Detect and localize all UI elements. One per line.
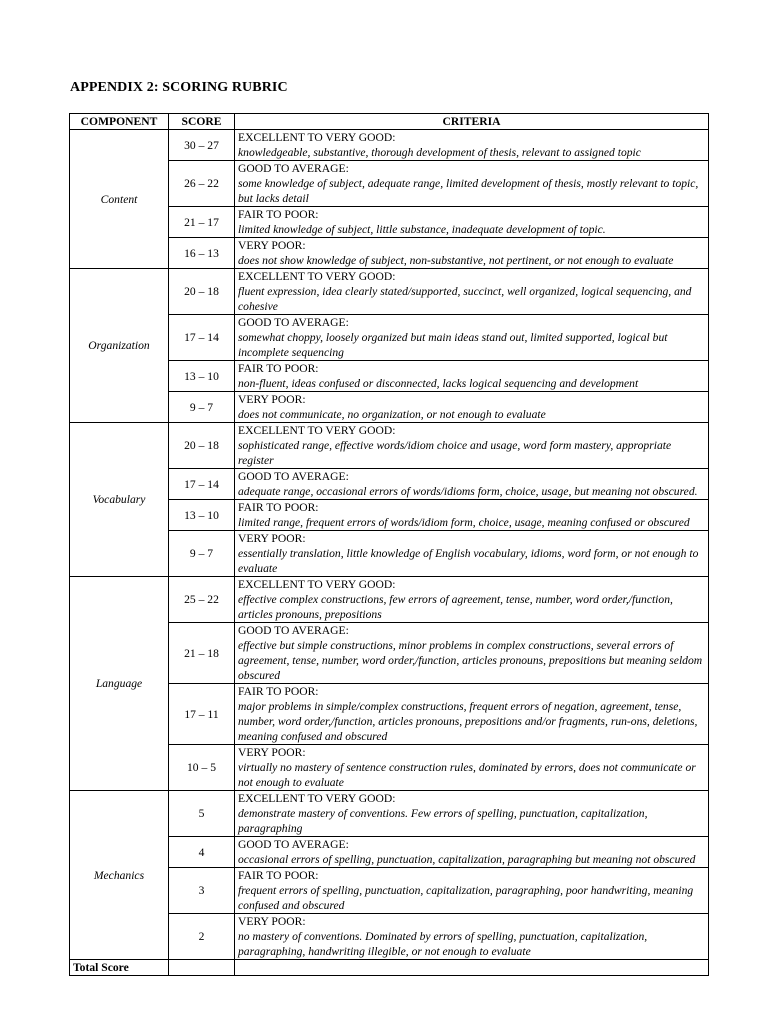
- score-range: 17 – 11: [169, 684, 235, 745]
- score-range: 9 – 7: [169, 531, 235, 577]
- criteria-level: EXCELLENT TO VERY GOOD:: [238, 424, 396, 437]
- criteria-level: FAIR TO POOR:: [238, 208, 319, 221]
- criteria-cell: [235, 392, 709, 423]
- criteria-level: EXCELLENT TO VERY GOOD:: [238, 792, 396, 805]
- criteria-cell: [235, 684, 709, 745]
- criteria-cell: [235, 161, 709, 207]
- criteria-cell: [235, 577, 709, 623]
- criteria-level: VERY POOR:: [238, 746, 306, 759]
- criteria-description: limited knowledge of subject, little substance, inadequate development of topic.: [238, 223, 606, 236]
- criteria-cell: [235, 868, 709, 914]
- criteria-description: knowledgeable, substantive, thorough development of thesis, relevant to assigned topic: [238, 146, 641, 159]
- scoring-rubric-table: [69, 113, 709, 976]
- criteria-cell: [235, 269, 709, 315]
- total-score-label: Total Score: [70, 960, 169, 976]
- criteria-level: VERY POOR:: [238, 915, 306, 928]
- criteria-cell: [235, 238, 709, 269]
- criteria-level: FAIR TO POOR:: [238, 685, 319, 698]
- score-range: 13 – 10: [169, 361, 235, 392]
- criteria-level: EXCELLENT TO VERY GOOD:: [238, 270, 396, 283]
- score-range: 30 – 27: [169, 130, 235, 161]
- score-range: 25 – 22: [169, 577, 235, 623]
- criteria-level: FAIR TO POOR:: [238, 501, 319, 514]
- criteria-cell: [235, 745, 709, 791]
- criteria-level: GOOD TO AVERAGE:: [238, 316, 349, 329]
- criteria-description: effective complex constructions, few errors of agreement, tense, number, word order,/function, articles pronouns, prepositions: [238, 593, 673, 621]
- criteria-description: some knowledge of subject, adequate range, limited development of thesis, mostly relevant to topic, but lacks detail: [238, 177, 699, 205]
- score-range: 9 – 7: [169, 392, 235, 423]
- score-range: 13 – 10: [169, 500, 235, 531]
- criteria-level: FAIR TO POOR:: [238, 869, 319, 882]
- criteria-level: FAIR TO POOR:: [238, 362, 319, 375]
- criteria-description: limited range, frequent errors of words/idiom form, choice, usage, meaning confused or obscured: [238, 516, 690, 529]
- column-header-score: SCORE: [169, 114, 235, 130]
- criteria-description: major problems in simple/complex constructions, frequent errors of negation, agreement, tense, number, word order,/function, articles pronouns, prepositions and/or fragments, run-ons, deletions, meaning confused and obscured: [238, 700, 698, 743]
- column-header-criteria: CRITERIA: [235, 114, 709, 130]
- criteria-description: occasional errors of spelling, punctuation, capitalization, paragraphing but meaning not obscured: [238, 853, 696, 866]
- table-row: [70, 269, 709, 315]
- criteria-cell: [235, 837, 709, 868]
- table-row: [70, 423, 709, 469]
- page-title: APPENDIX 2: SCORING RUBRIC: [70, 80, 288, 95]
- criteria-cell: [235, 791, 709, 837]
- score-range: 17 – 14: [169, 469, 235, 500]
- rubric-body: [70, 130, 709, 960]
- score-range: 16 – 13: [169, 238, 235, 269]
- criteria-description: frequent errors of spelling, punctuation, capitalization, paragraphing, poor handwriting, meaning confused and obscured: [238, 884, 694, 912]
- score-range: 20 – 18: [169, 269, 235, 315]
- criteria-cell: [235, 531, 709, 577]
- criteria-level: EXCELLENT TO VERY GOOD:: [238, 578, 396, 591]
- score-range: 2: [169, 914, 235, 960]
- criteria-cell: [235, 500, 709, 531]
- criteria-cell: [235, 423, 709, 469]
- total-score-row: [70, 960, 709, 976]
- header-row: [70, 114, 709, 130]
- score-range: 17 – 14: [169, 315, 235, 361]
- total-score-criteria: [235, 960, 709, 976]
- score-range: 3: [169, 868, 235, 914]
- criteria-description: sophisticated range, effective words/idiom choice and usage, word form mastery, appropriate register: [238, 439, 672, 467]
- score-range: 10 – 5: [169, 745, 235, 791]
- table-row: [70, 577, 709, 623]
- score-range: 4: [169, 837, 235, 868]
- criteria-level: VERY POOR:: [238, 532, 306, 545]
- criteria-cell: [235, 207, 709, 238]
- criteria-description: no mastery of conventions. Dominated by errors of spelling, punctuation, capitalization, paragraphing, handwriting illegible, or not enough to evaluate: [238, 930, 648, 958]
- criteria-description: does not show knowledge of subject, non-substantive, not pertinent, or not enough to evaluate: [238, 254, 674, 267]
- criteria-description: adequate range, occasional errors of words/idioms form, choice, usage, but meaning not obscured.: [238, 485, 698, 498]
- table-row: [70, 791, 709, 837]
- component-name: Content: [70, 130, 169, 269]
- criteria-level: VERY POOR:: [238, 239, 306, 252]
- criteria-description: somewhat choppy, loosely organized but main ideas stand out, limited supported, logical but incomplete sequencing: [238, 331, 668, 359]
- criteria-description: virtually no mastery of sentence construction rules, dominated by errors, does not communicate or not enough to evaluate: [238, 761, 696, 789]
- total-score-value: [169, 960, 235, 976]
- criteria-level: GOOD TO AVERAGE:: [238, 624, 349, 637]
- criteria-level: GOOD TO AVERAGE:: [238, 838, 349, 851]
- criteria-level: VERY POOR:: [238, 393, 306, 406]
- score-range: 20 – 18: [169, 423, 235, 469]
- score-range: 5: [169, 791, 235, 837]
- criteria-cell: [235, 469, 709, 500]
- criteria-description: essentially translation, little knowledge of English vocabulary, idioms, word form, or not enough to evaluate: [238, 547, 699, 575]
- criteria-level: GOOD TO AVERAGE:: [238, 470, 349, 483]
- criteria-cell: [235, 361, 709, 392]
- criteria-cell: [235, 315, 709, 361]
- criteria-description: does not communicate, no organization, or not enough to evaluate: [238, 408, 546, 421]
- criteria-cell: [235, 130, 709, 161]
- criteria-description: effective but simple constructions, minor problems in complex constructions, several errors of agreement, tense, number, word order,/function, articles pronouns, prepositions but meaning seldom obscured: [238, 639, 703, 682]
- component-name: Mechanics: [70, 791, 169, 960]
- criteria-level: GOOD TO AVERAGE:: [238, 162, 349, 175]
- score-range: 26 – 22: [169, 161, 235, 207]
- component-name: Organization: [70, 269, 169, 423]
- criteria-cell: [235, 623, 709, 684]
- criteria-level: EXCELLENT TO VERY GOOD:: [238, 131, 396, 144]
- column-header-component: COMPONENT: [70, 114, 169, 130]
- criteria-description: demonstrate mastery of conventions. Few errors of spelling, punctuation, capitalization, paragraphing: [238, 807, 648, 835]
- criteria-cell: [235, 914, 709, 960]
- score-range: 21 – 17: [169, 207, 235, 238]
- score-range: 21 – 18: [169, 623, 235, 684]
- component-name: Language: [70, 577, 169, 791]
- criteria-description: non-fluent, ideas confused or disconnected, lacks logical sequencing and development: [238, 377, 639, 390]
- table-row: [70, 130, 709, 161]
- component-name: Vocabulary: [70, 423, 169, 577]
- criteria-description: fluent expression, idea clearly stated/supported, succinct, well organized, logical sequencing, and cohesive: [238, 285, 692, 313]
